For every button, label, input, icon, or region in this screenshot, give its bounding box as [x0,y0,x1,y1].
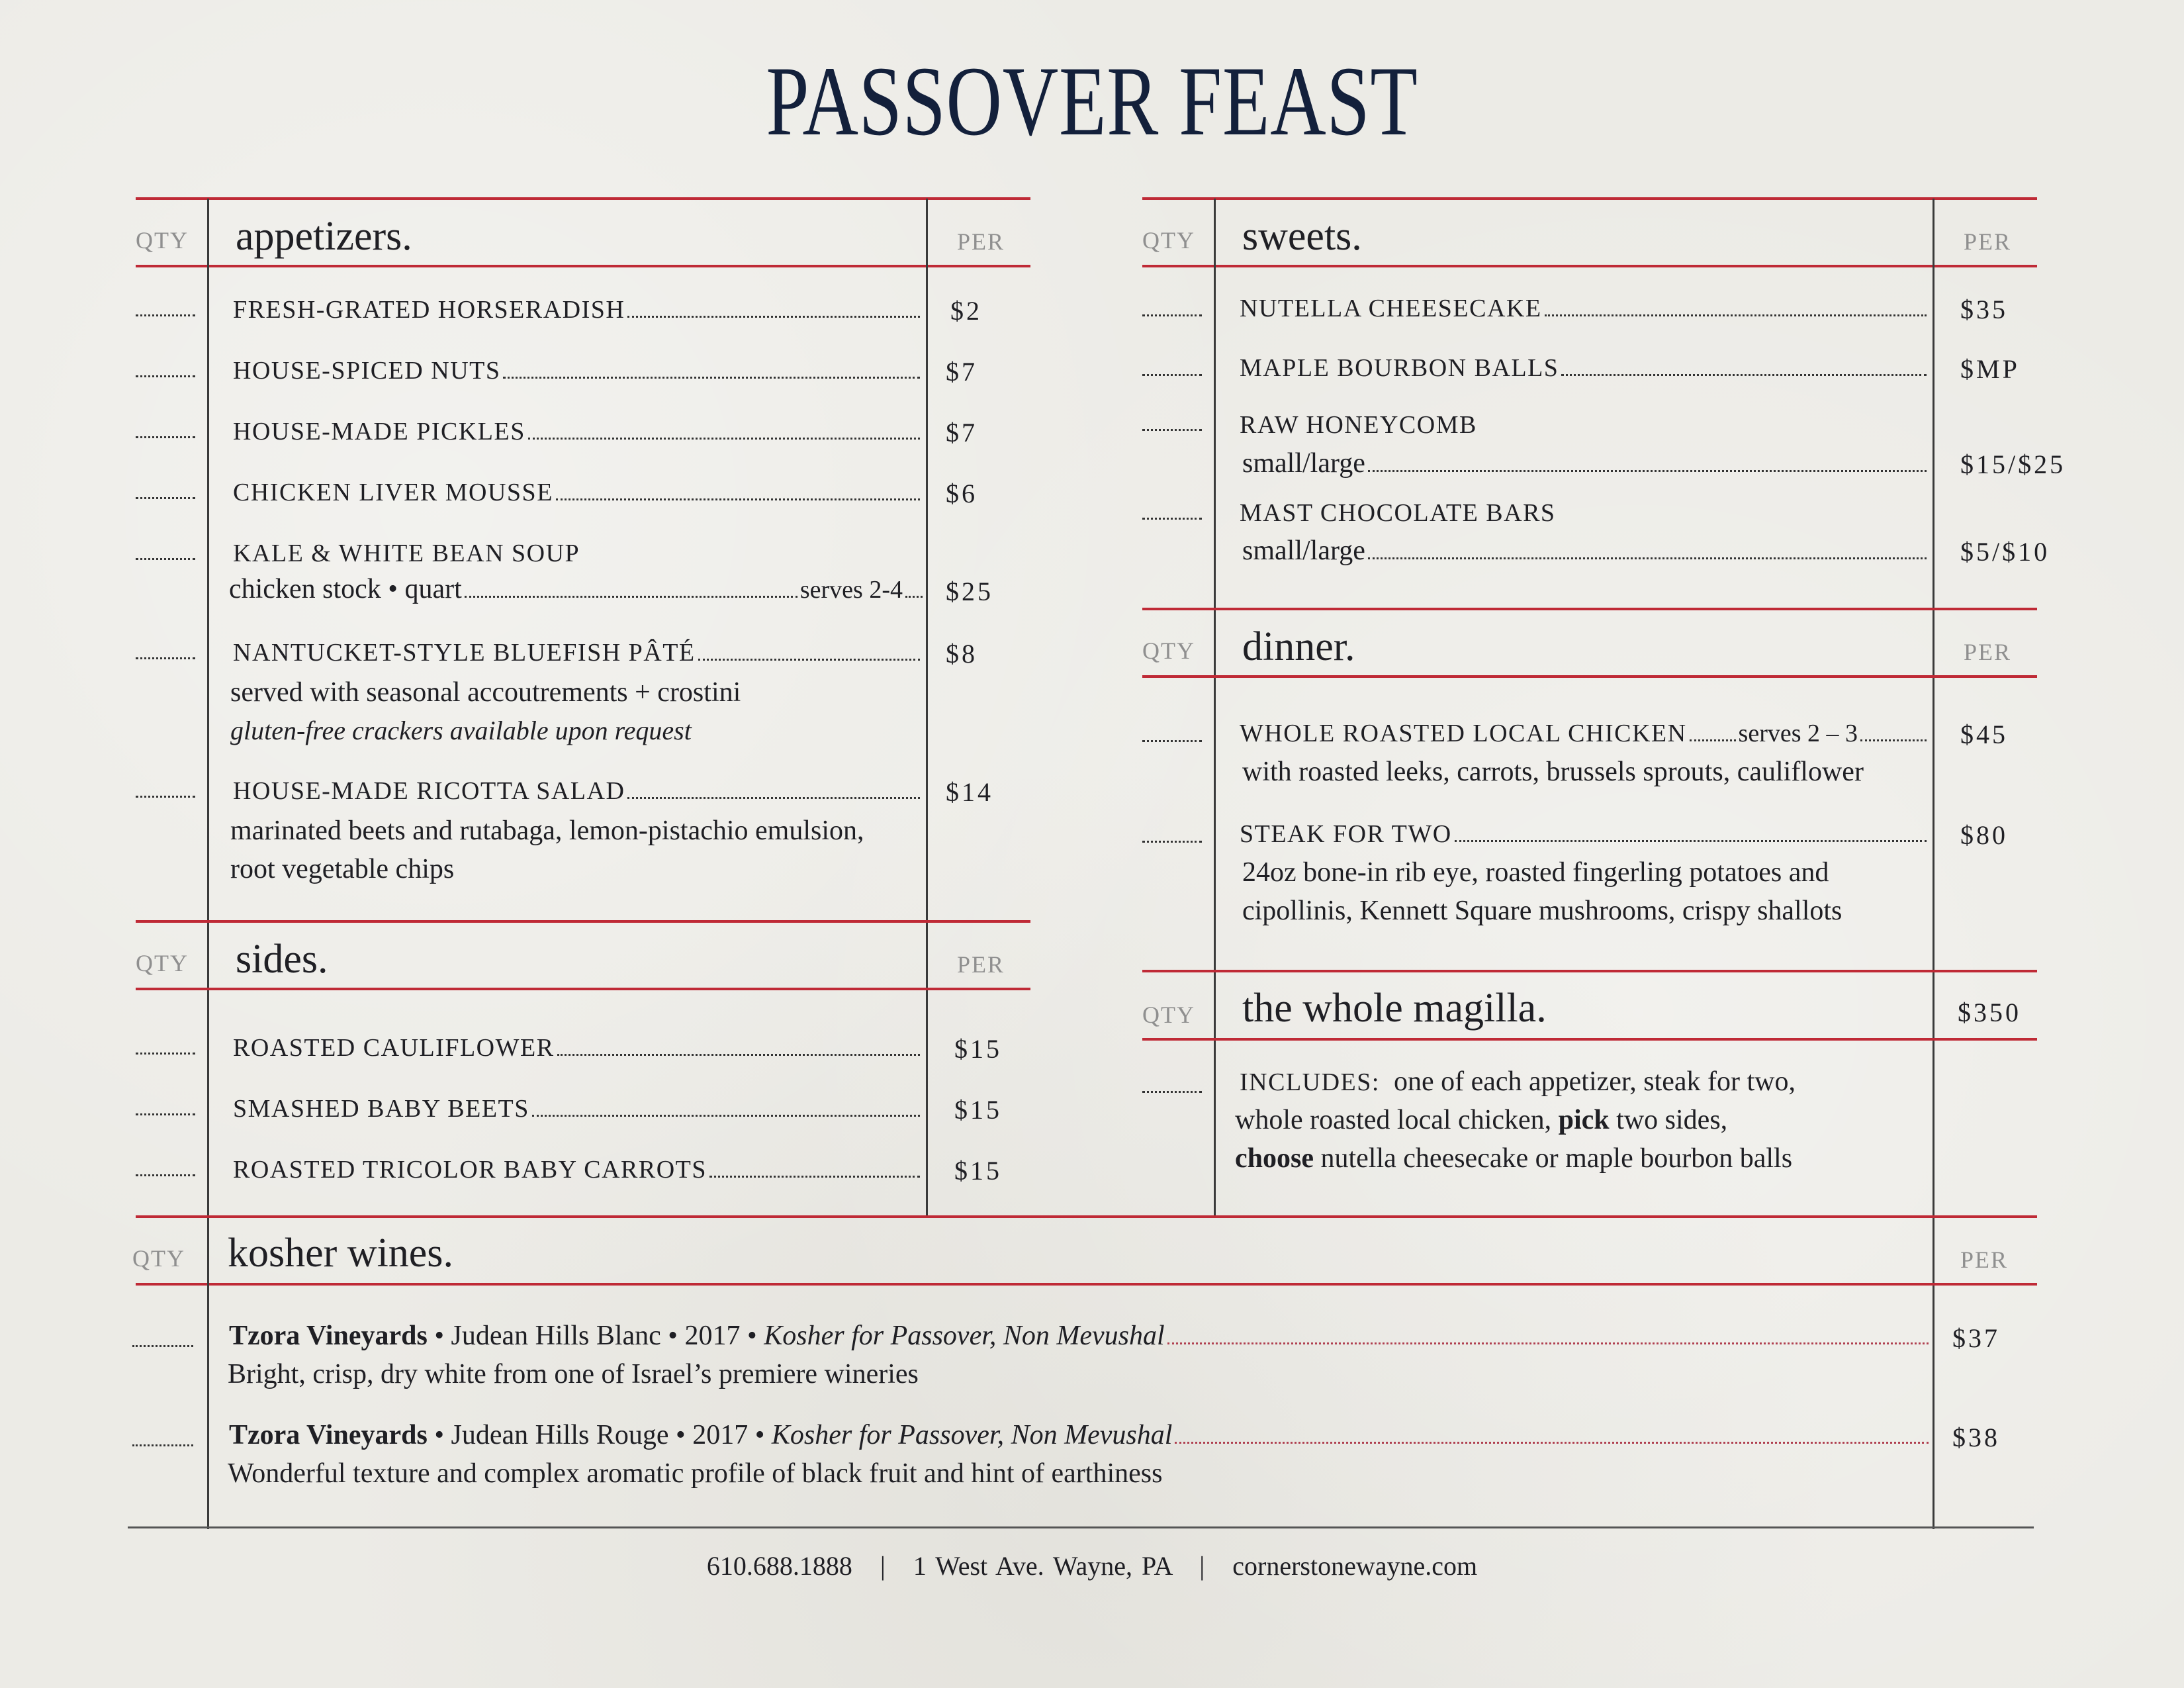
item-price: $37 [1952,1323,2000,1353]
qty-blank[interactable] [1142,429,1202,431]
item-price: $15 [954,1156,1002,1186]
item-price: $8 [946,639,978,669]
item-name: NUTELLA CHEESECAKE [1240,295,1542,322]
item-detail [1242,447,1929,479]
menu-item [1240,353,1929,383]
qty-blank[interactable] [1142,841,1202,843]
qty-blank[interactable] [136,497,195,499]
includes-line: choose nutella cheesecake or maple bourbon balls [1235,1143,1793,1174]
includes-line: whole roasted local chicken, pick two sides, [1235,1105,1728,1135]
menu-item [233,776,923,806]
qty-blank[interactable] [1142,518,1202,520]
qty-blank[interactable] [136,1053,195,1055]
item-name: RAW HONEYCOMB [1240,411,1477,439]
item-name: HOUSE-SPICED NUTS [233,357,501,385]
item-name: NANTUCKET-STYLE BLUEFISH PÂTÉ [233,639,696,667]
item-size: small/large [1242,536,1365,566]
wine-description: Wonderful texture and complex aromatic profile of black fruit and hint of earthiness [228,1458,1163,1489]
wine-item [229,1320,1931,1352]
section-heading-sweets: sweets. [1242,214,1362,259]
wine-producer: Tzora Vineyards [229,1420,428,1450]
divider [1142,197,2037,200]
item-price: $5/$10 [1960,537,2050,567]
per-label: PER [957,228,1005,255]
qty-label: QTY [136,950,189,976]
section-heading-dinner: dinner. [1242,624,1355,669]
item-detail [229,573,925,605]
menu-item [233,295,923,324]
qty-blank[interactable] [1142,314,1202,316]
menu-item [233,1094,923,1123]
serves-note: serves 2-4 [799,576,903,604]
item-name: HOUSE-MADE PICKLES [233,418,525,445]
includes-text: one of each appetizer, steak for two, [1393,1066,1796,1097]
qty-blank[interactable] [132,1444,193,1446]
wine-name: • Judean Hills Rouge • 2017 • [427,1420,772,1450]
divider [136,197,1030,200]
item-description: with roasted leeks, carrots, brussels sprouts, cauliflower [1242,757,1864,787]
qty-label: QTY [132,1245,185,1272]
wine-description: Bright, crisp, dry white from one of Israel’s premiere wineries [228,1359,919,1389]
item-description: chicken stock • quart [229,574,462,604]
item-name: MAST CHOCOLATE BARS [1240,499,1556,527]
item-price: $350 [1958,998,2021,1027]
menu-item [233,638,923,667]
divider [1142,1038,2037,1041]
qty-blank[interactable] [136,375,195,377]
qty-blank[interactable] [136,558,195,560]
item-name: MAPLE BOURBON BALLS [1240,354,1559,382]
divider [136,920,1030,923]
qty-column-rule [207,199,209,1217]
price-column-rule [926,199,928,1217]
divider [1142,675,2037,678]
item-price: $38 [1952,1423,2000,1452]
qty-label: QTY [1142,227,1195,254]
item-price: $45 [1960,720,2008,749]
section-heading-wines: kosher wines. [228,1231,453,1276]
qty-label: QTY [1142,1002,1195,1028]
item-description: marinated beets and rutabaga, lemon-pistachio emulsion, [230,816,864,846]
qty-label: QTY [1142,637,1195,664]
item-description: cipollinis, Kennett Square mushrooms, crispy shallots [1242,896,1843,926]
footer-address: 1 West Ave. Wayne, PA [913,1551,1172,1581]
wine-note: Kosher for Passover, Non Mevushal [771,1420,1173,1450]
item-name: FRESH-GRATED HORSERADISH [233,296,625,324]
qty-blank[interactable] [1142,374,1202,376]
serves-note: serves 2 – 3 [1738,720,1858,747]
item-name: ROASTED CAULIFLOWER [233,1034,555,1062]
per-label: PER [1964,228,2012,255]
wine-name: • Judean Hills Blanc • 2017 • [427,1321,764,1351]
wine-item [229,1419,1931,1451]
divider [1142,265,2037,267]
qty-blank[interactable] [1142,1091,1202,1093]
wine-note: Kosher for Passover, Non Mevushal [764,1321,1165,1351]
menu-item [233,417,923,446]
item-name: CHICKEN LIVER MOUSSE [233,479,553,506]
item-detail [1242,535,1929,567]
item-price: $14 [946,777,993,807]
footer [0,1550,2184,1581]
item-note: gluten-free crackers available upon request [230,716,692,745]
qty-blank[interactable] [136,314,195,316]
wine-producer: Tzora Vineyards [229,1321,428,1351]
per-label: PER [1964,639,2012,665]
qty-blank[interactable] [136,657,195,659]
menu-item [1240,719,1929,748]
item-name: STEAK FOR TWO [1240,820,1452,848]
qty-blank[interactable] [132,1345,193,1347]
section-heading-sides: sides. [236,937,328,982]
divider [136,1283,2037,1286]
item-price: $7 [946,357,978,387]
qty-blank[interactable] [136,1174,195,1176]
item-price: $MP [1960,354,2020,384]
includes-line [1240,1066,1796,1098]
item-name: WHOLE ROASTED LOCAL CHICKEN [1240,720,1687,747]
item-price: $2 [950,296,982,326]
per-label: PER [1960,1246,2009,1273]
item-name: HOUSE-MADE RICOTTA SALAD [233,777,625,805]
divider [1142,608,2037,610]
item-size: small/large [1242,448,1365,479]
bottom-rule [128,1526,2034,1528]
divider [136,265,1030,267]
item-price: $6 [946,479,978,508]
qty-blank[interactable] [136,1113,195,1115]
qty-column-rule [1214,199,1216,1217]
qty-column-rule [207,1218,209,1529]
menu-item [233,1155,923,1184]
footer-separator: | [880,1551,886,1581]
section-heading-magilla: the whole magilla. [1242,986,1547,1031]
item-price: $15/$25 [1960,449,2066,479]
page-title: PASSOVER FEAST [766,46,1418,156]
section-heading-appetizers: appetizers. [236,214,412,259]
item-price: $80 [1960,820,2008,850]
qty-blank[interactable] [1142,740,1202,742]
divider [1142,970,2037,972]
divider [136,1215,2037,1218]
item-price: $15 [954,1034,1002,1064]
item-price: $15 [954,1095,1002,1125]
qty-label: QTY [136,227,189,254]
menu-item [1240,294,1929,323]
price-column-rule [1933,199,1934,1529]
menu-item [233,356,923,385]
item-description: 24oz bone-in rib eye, roasted fingerling potatoes and [1242,857,1829,888]
per-label: PER [957,951,1005,978]
qty-blank[interactable] [136,796,195,798]
item-price: $25 [946,577,993,606]
item-description: served with seasonal accoutrements + crostini [230,677,741,708]
footer-separator: | [1199,1551,1205,1581]
item-description: root vegetable chips [230,854,455,884]
item-price: $35 [1960,295,2008,324]
divider [136,988,1030,990]
item-price: $7 [946,418,978,447]
menu-item [1240,820,1929,849]
qty-blank[interactable] [136,436,195,438]
item-name: SMASHED BABY BEETS [233,1095,529,1123]
footer-phone[interactable]: 610.688.1888 [706,1551,852,1581]
includes-label: INCLUDES: [1240,1068,1380,1096]
menu-item [233,478,923,507]
item-name: ROASTED TRICOLOR BABY CARROTS [233,1156,707,1184]
menu-item [233,1033,923,1062]
footer-website-link[interactable]: cornerstonewayne.com [1232,1551,1478,1581]
item-name: KALE & WHITE BEAN SOUP [233,539,580,567]
